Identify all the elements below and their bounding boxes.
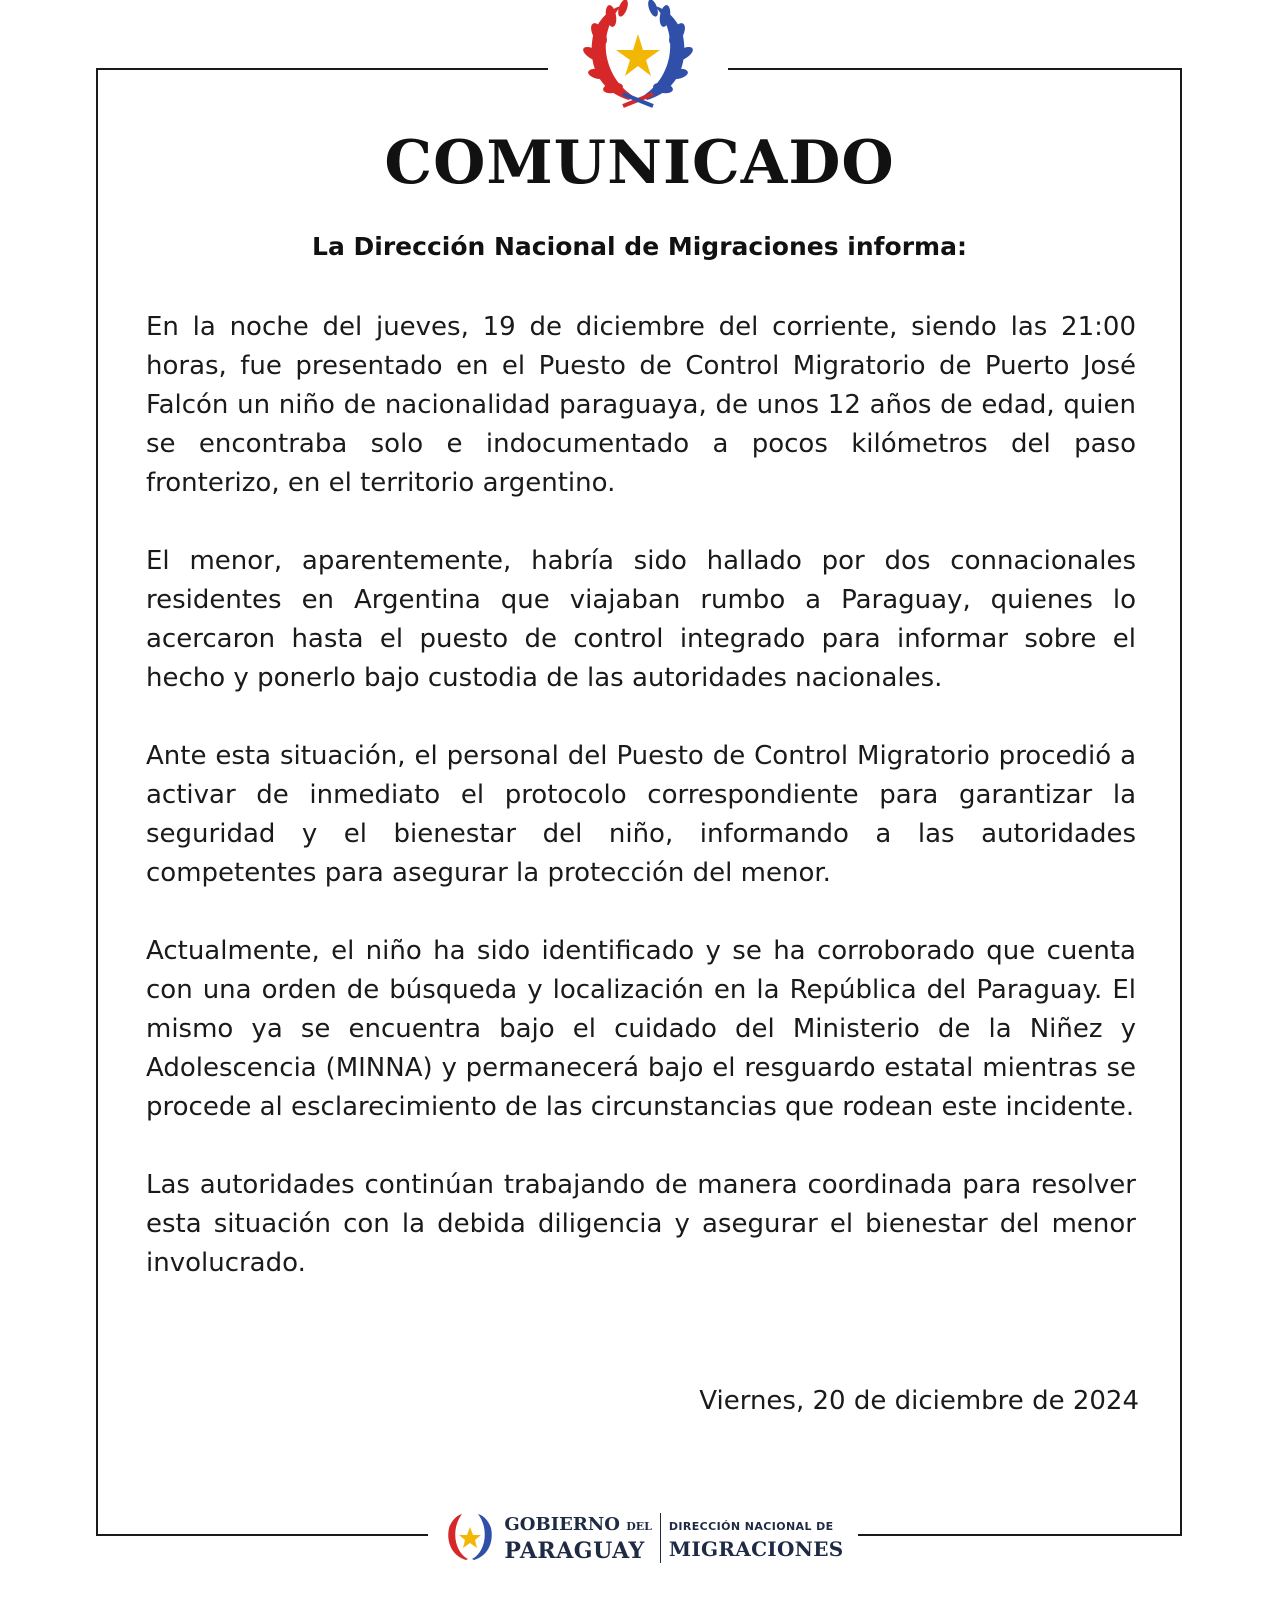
department-wordmark xyxy=(667,1516,844,1560)
gov-line1-small: DEL xyxy=(626,1520,652,1533)
gov-line1: GOBIERNO xyxy=(504,1514,620,1535)
dept-line1: DIRECCIÓN NACIONAL DE xyxy=(668,1520,834,1533)
document-title: COMUNICADO xyxy=(384,128,895,198)
paragraph-2: El menor, aparentemente, habría sido hallado por dos connacionales residentes en Argentina que viajaban rumbo a Paraguay, quienes lo acercaron hasta el puesto de control integrado para informar sobre el hecho y ponerlo bajo custodia de las autoridades nacionales. xyxy=(146,546,1136,693)
government-wordmark xyxy=(504,1513,660,1563)
government-emblem-icon xyxy=(442,1510,498,1566)
paragraph-1: En la noche del jueves, 19 de diciembre del corriente, siendo las 21:00 horas, fue presentado en el Puesto de Control Migratorio de Puerto José Falcón un niño de nacionalidad paraguaya, de unos 12 años de edad, quien se encontraba solo e indocumentado a pocos kilómetros del paso fronterizo, en el territorio argentino. xyxy=(146,312,1136,498)
footer-logo xyxy=(428,1503,858,1573)
national-emblem xyxy=(548,0,728,128)
gov-line2: PARAGUAY xyxy=(504,1538,645,1564)
document-date: Viernes, 20 de diciembre de 2024 xyxy=(699,1386,1139,1416)
document-body xyxy=(146,308,1136,1322)
paragraph-5: Las autoridades continúan trabajando de manera coordinada para resolver esta situación con la debida diligencia y asegurar el bienestar del menor involucrado. xyxy=(146,1170,1136,1278)
laurel-star-icon xyxy=(579,0,697,112)
paragraph-4: Actualmente, el niño ha sido identificado y se ha corroborado que cuenta con una orden de búsqueda y localización en la República del Paraguay. El mismo ya se encuentra bajo el cuidado del Ministerio de la Niñez y Adolescencia (MINNA) y permanecerá bajo el resguardo estatal mientras se procede al esclarecimiento de las circunstancias que rodean este incidente. xyxy=(146,936,1136,1122)
document-subtitle: La Dirección Nacional de Migraciones informa: xyxy=(312,232,967,261)
paragraph-3: Ante esta situación, el personal del Puesto de Control Migratorio procedió a activar de inmediato el protocolo correspondiente para garantizar la seguridad y el bienestar del niño, informando a las autoridades competentes para asegurar la protección del menor. xyxy=(146,741,1136,888)
dept-line2: MIGRACIONES xyxy=(668,1537,844,1561)
